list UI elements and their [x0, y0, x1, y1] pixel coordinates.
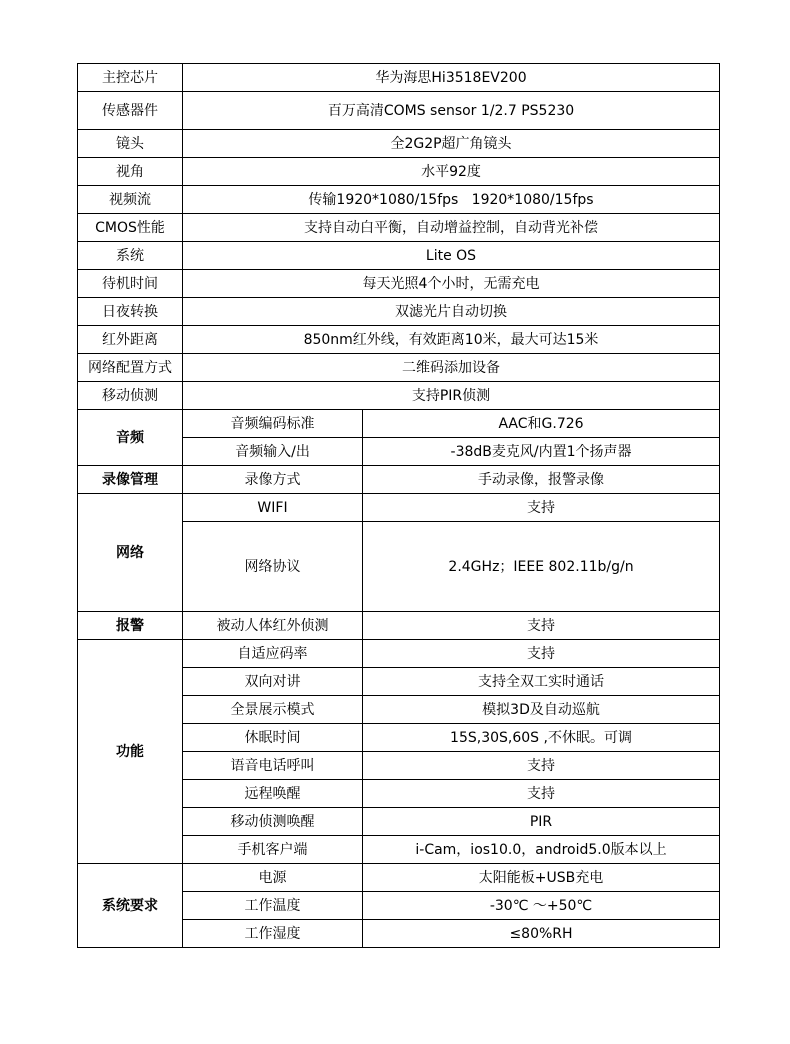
row-value: 百万高清COMS sensor 1/2.7 PS5230: [183, 92, 720, 130]
table-row: [78, 186, 720, 214]
row-value: 全2G2P超广角镜头: [183, 130, 720, 158]
row-value: 每天光照4个小时，无需充电: [183, 270, 720, 298]
row-value: 水平92度: [183, 158, 720, 186]
sub-value: -30℃ ～+50℃: [363, 892, 720, 920]
sub-label: 远程唤醒: [183, 780, 363, 808]
sub-value: -38dB麦克风/内置1个扬声器: [363, 438, 720, 466]
row-label: 镜头: [78, 130, 183, 158]
table-row: [78, 214, 720, 242]
row-label: 系统: [78, 242, 183, 270]
sub-value: AAC和G.726: [363, 410, 720, 438]
table-row: [78, 640, 720, 668]
row-label: 日夜转换: [78, 298, 183, 326]
sub-label: 双向对讲: [183, 668, 363, 696]
sub-value: 太阳能板+USB充电: [363, 864, 720, 892]
sub-value: 模拟3D及自动巡航: [363, 696, 720, 724]
sub-value: 支持: [363, 780, 720, 808]
sub-label: 音频输入/出: [183, 438, 363, 466]
row-label: 待机时间: [78, 270, 183, 298]
table-row: [78, 382, 720, 410]
sub-label: 移动侦测唤醒: [183, 808, 363, 836]
table-row: [78, 354, 720, 382]
row-value: 支持自动白平衡，自动增益控制，自动背光补偿: [183, 214, 720, 242]
sub-label: 录像方式: [183, 466, 363, 494]
row-label: 网络配置方式: [78, 354, 183, 382]
sub-label: 自适应码率: [183, 640, 363, 668]
sub-value: ≤80%RH: [363, 920, 720, 948]
sub-label: 语音电话呼叫: [183, 752, 363, 780]
category-audio: 音频: [78, 410, 183, 466]
sub-label: 被动人体红外侦测: [183, 612, 363, 640]
table-row: [78, 864, 720, 892]
table-row: [78, 494, 720, 522]
table-row: [78, 92, 720, 130]
table-row: [78, 410, 720, 438]
sub-label: 音频编码标准: [183, 410, 363, 438]
row-label: 视频流: [78, 186, 183, 214]
sub-label: 休眠时间: [183, 724, 363, 752]
row-label: 红外距离: [78, 326, 183, 354]
sub-value: 手动录像，报警录像: [363, 466, 720, 494]
sub-label: 网络协议: [183, 522, 363, 612]
row-value: 双滤光片自动切换: [183, 298, 720, 326]
row-value: 850nm红外线，有效距离10米，最大可达15米: [183, 326, 720, 354]
category-recording: 录像管理: [78, 466, 183, 494]
sub-value: i-Cam，ios10.0，android5.0版本以上: [363, 836, 720, 864]
spec-table: [77, 63, 720, 948]
row-label: 主控芯片: [78, 64, 183, 92]
table-row: [78, 64, 720, 92]
sub-label: 手机客户端: [183, 836, 363, 864]
table-row: [78, 270, 720, 298]
sub-value: 15S,30S,60S ,不休眠。可调: [363, 724, 720, 752]
sub-label: 工作湿度: [183, 920, 363, 948]
row-label: CMOS性能: [78, 214, 183, 242]
sub-label: 工作温度: [183, 892, 363, 920]
table-row: [78, 612, 720, 640]
row-label: 视角: [78, 158, 183, 186]
sub-value: 2.4GHz；IEEE 802.11b/g/n: [363, 522, 720, 612]
category-features: 功能: [78, 640, 183, 864]
sub-value: 支持: [363, 612, 720, 640]
row-label: 传感器件: [78, 92, 183, 130]
category-alarm: 报警: [78, 612, 183, 640]
row-value: Lite OS: [183, 242, 720, 270]
row-value: 华为海思Hi3518EV200: [183, 64, 720, 92]
table-row: [78, 298, 720, 326]
table-row: [78, 242, 720, 270]
sub-value: 支持: [363, 640, 720, 668]
sub-value: 支持全双工实时通话: [363, 668, 720, 696]
table-row: [78, 326, 720, 354]
category-network: 网络: [78, 494, 183, 612]
sub-value: 支持: [363, 752, 720, 780]
table-row: [78, 130, 720, 158]
sub-value: PIR: [363, 808, 720, 836]
row-value: 传输1920*1080/15fps 1920*1080/15fps: [183, 186, 720, 214]
sub-label: 电源: [183, 864, 363, 892]
row-label: 移动侦测: [78, 382, 183, 410]
table-row: [78, 158, 720, 186]
row-value: 二维码添加设备: [183, 354, 720, 382]
category-system-requirements: 系统要求: [78, 864, 183, 948]
row-value: 支持PIR侦测: [183, 382, 720, 410]
sub-label: 全景展示模式: [183, 696, 363, 724]
sub-label: WIFI: [183, 494, 363, 522]
sub-value: 支持: [363, 494, 720, 522]
table-row: [78, 466, 720, 494]
